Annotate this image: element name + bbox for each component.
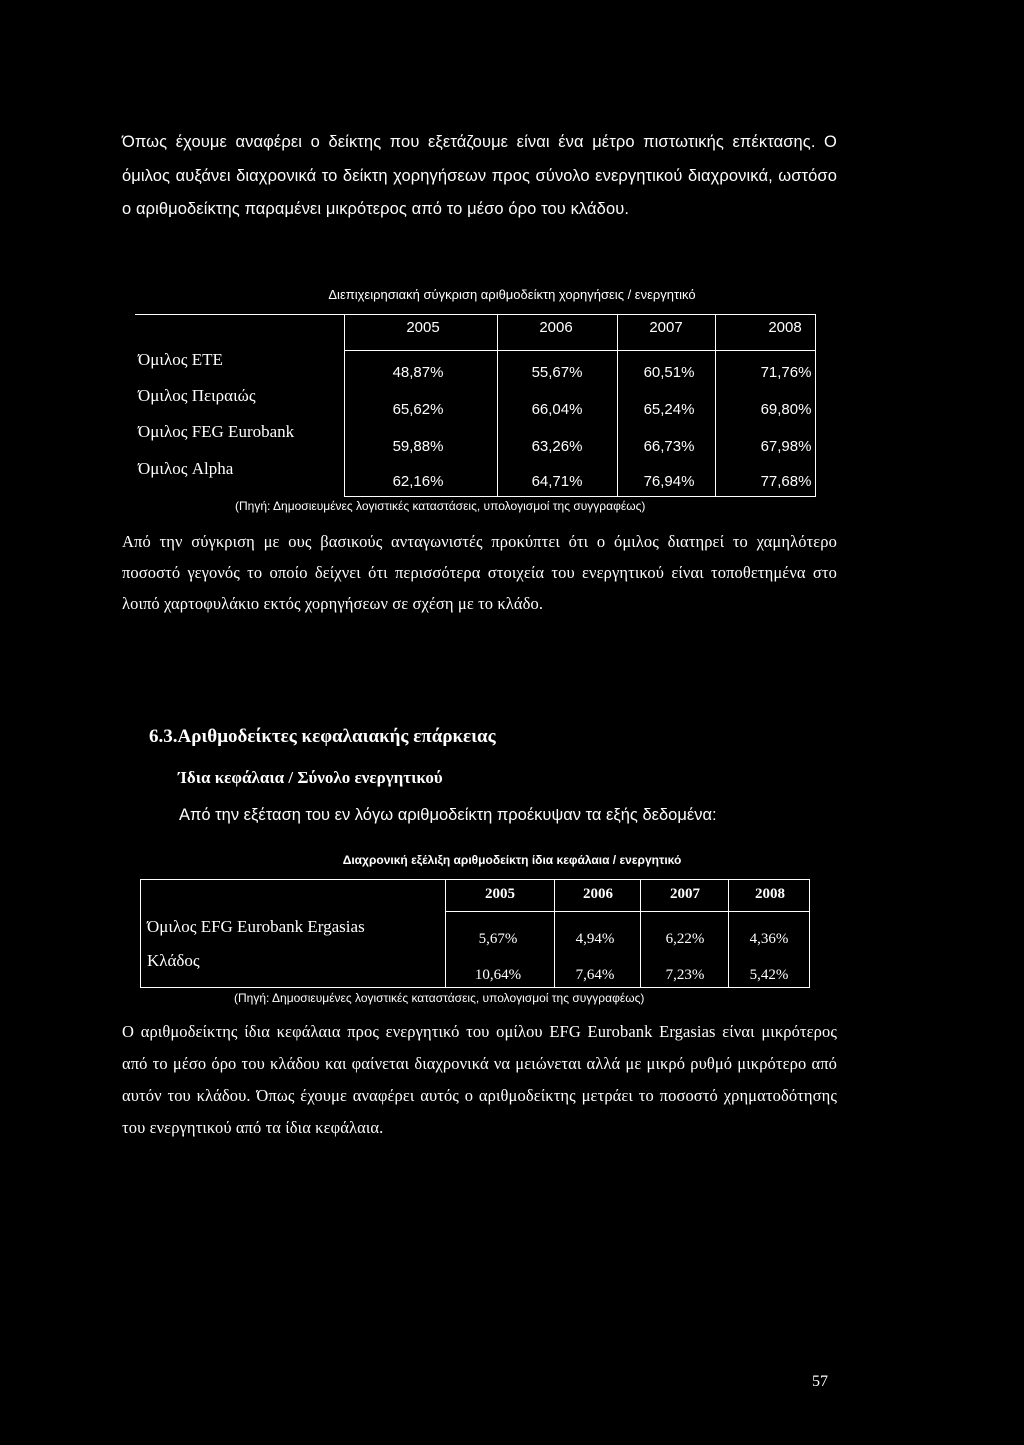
table1-cell: 71,76% xyxy=(760,364,812,381)
table-border xyxy=(140,879,141,988)
table2-cell: 6,22% xyxy=(665,931,705,947)
table-equity-to-assets xyxy=(140,879,810,989)
paragraph-credit-expansion: Όπως έχουμε αναφέρει ο δείκτης που εξετάζουμε είναι ένα μέτρο πιστωτικής επέκτασης. Ο όμιλος αυξάνει διαχρονικά το δείκτη χορηγήσεων προς σύνολο ενεργητικού διαχρονικά, ωστόσο ο αριθμοδείκτης παραμένει μικρότερος από το μέσο όρο του κλάδου. xyxy=(122,133,837,218)
table1-cell: 65,62% xyxy=(392,401,444,418)
table2-cell: 5,67% xyxy=(478,931,518,947)
table1-cell: 59,88% xyxy=(392,438,444,455)
table1-year-2008: 2008 xyxy=(768,319,802,336)
table-border xyxy=(497,314,498,497)
table1-cell: 62,16% xyxy=(392,473,444,490)
table-border xyxy=(140,987,810,988)
table-border xyxy=(344,496,816,497)
table1-row-label: Όμιλος Πειραιώς xyxy=(138,386,256,405)
table-border xyxy=(344,314,345,497)
page-number: 57 xyxy=(812,1373,828,1390)
table1-year-2007: 2007 xyxy=(649,319,683,336)
table-border xyxy=(445,911,810,912)
table2-cell: 7,64% xyxy=(575,967,615,983)
table1-cell: 76,94% xyxy=(643,473,695,490)
table1-source: (Πηγή: Δημοσιευμένες λογιστικές καταστάσεις, υπολογισμοί της συγγραφέως) xyxy=(235,499,646,513)
table2-cell: 10,64% xyxy=(474,967,522,983)
paragraph-comparison: Από την σύγκριση με ους βασικούς ανταγωνιστές προκύπτει ότι ο όμιλος διατηρεί το χαμηλότερο ποσοστό γεγονός το οποίο δείχνει ότι περισσότερα στοιχεία του ενεργητικού είναι τοποθετημένα στο λοιπό χαρτοφυλάκιο εκτός χορηγήσεων σε σχέση με το κλάδο. xyxy=(122,532,837,613)
table1-row-label: Όμιλος ΕΤΕ xyxy=(138,350,223,369)
table-border xyxy=(135,314,816,315)
table2-row-label: Όμιλος EFG Eurobank Ergasias xyxy=(147,917,365,936)
table2-cell: 5,42% xyxy=(749,967,789,983)
table2-cell: 7,23% xyxy=(665,967,705,983)
table1-cell: 67,98% xyxy=(760,438,812,455)
table-border xyxy=(445,879,446,988)
table1-cell: 48,87% xyxy=(392,364,444,381)
table1-year-2006: 2006 xyxy=(539,319,573,336)
section-title: 6.3.Αριθμοδείκτες κεφαλαιακής επάρκειας xyxy=(149,726,496,747)
table-border xyxy=(140,879,810,880)
table1-cell: 60,51% xyxy=(643,364,695,381)
table2-year-2008: 2008 xyxy=(755,886,785,902)
table2-cell: 4,94% xyxy=(575,931,615,947)
table1-cell: 55,67% xyxy=(531,364,583,381)
table1-cell: 65,24% xyxy=(643,401,695,418)
table1-row-label: Όμιλος FEG Eurobank xyxy=(138,422,295,441)
table2-year-2005: 2005 xyxy=(485,886,515,902)
table2-caption: Διαχρονική εξέλιξη αριθμοδείκτη ίδια κεφάλαια / ενεργητικό xyxy=(342,853,682,867)
table1-cell: 64,71% xyxy=(531,473,583,490)
table2-cell: 4,36% xyxy=(749,931,789,947)
table1-row-label: Όμιλος Alpha xyxy=(138,459,234,478)
table-border xyxy=(617,314,618,497)
table1-cell: 77,68% xyxy=(760,473,812,490)
table2-year-2006: 2006 xyxy=(583,886,613,902)
table1-cell: 66,04% xyxy=(531,401,583,418)
table2-year-2007: 2007 xyxy=(670,886,700,902)
table1-caption: Διεπιχειρησιακή σύγκριση αριθμοδείκτη χορηγήσεις / ενεργητικό xyxy=(328,287,696,302)
table2-row-label: Κλάδος xyxy=(147,951,200,970)
table2-source: (Πηγή: Δημοσιευμένες λογιστικές καταστάσεις, υπολογισμοί της συγγραφέως) xyxy=(234,991,645,1005)
table1-cell: 63,26% xyxy=(531,438,583,455)
table-border xyxy=(344,350,816,351)
subsection-title: Ίδια κεφάλαια / Σύνολο ενεργητικού xyxy=(178,768,443,787)
intro-text: Από την εξέταση του εν λόγω αριθμοδείκτη προέκυψαν τα εξής δεδομένα: xyxy=(179,806,717,824)
paragraph-equity-ratio: Ο αριθμοδείκτης ίδια κεφάλαια προς ενεργητικό του ομίλου EFG Eurobank Ergasias είναι μικρότερος από το μέσο όρο του κλάδου και φαίνεται διαχρονικά να μειώνεται αλλά με μικρό ρυθμό μικρότερο από αυτόν του κλάδου. Όπως έχουμε αναφέρει αυτός ο αριθμοδείκτης μετράει το ποσοστό χρηματοδότησης του ενεργητικού από τα ίδια κεφάλαια. xyxy=(122,1022,837,1137)
table-loans-to-assets-comparison xyxy=(135,314,816,497)
table1-cell: 66,73% xyxy=(643,438,695,455)
table1-year-2005: 2005 xyxy=(406,319,440,336)
table1-cell: 69,80% xyxy=(760,401,812,418)
